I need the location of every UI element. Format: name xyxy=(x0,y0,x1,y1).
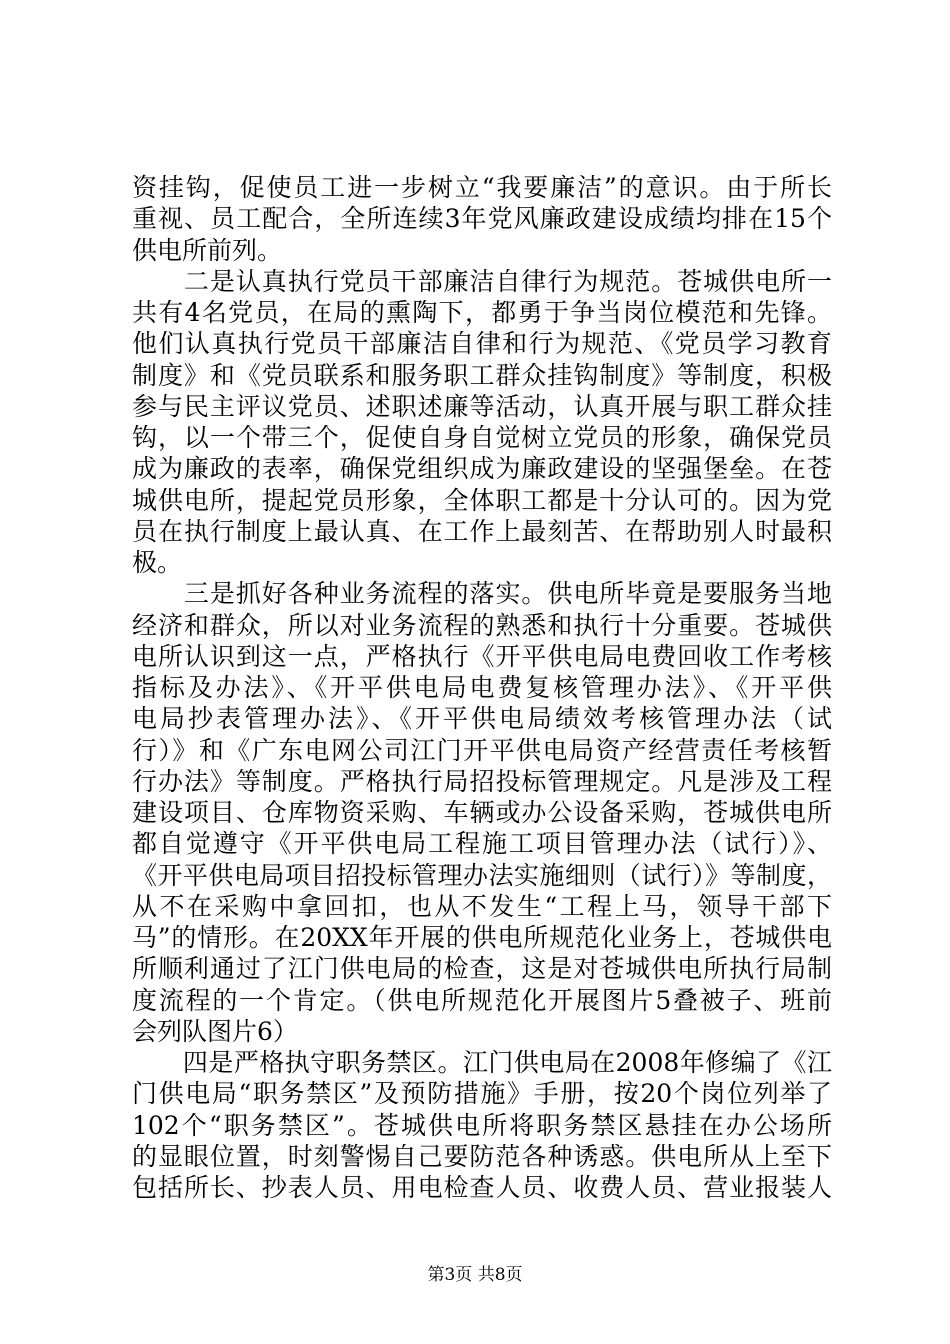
text-line: 从不在采购中拿回扣，也从不发生“工程上马，领导干部下 xyxy=(132,891,832,921)
text-line: 会列队图片6） xyxy=(132,1016,298,1046)
text-line: 建设项目、仓库物资采购、车辆或办公设备采购，苍城供电所 xyxy=(132,798,832,827)
text-line: 电所认识到这一点，严格执行《开平供电局电费回收工作考核 xyxy=(132,641,832,671)
text-line: 经济和群众，所以对业务流程的熟悉和执行十分重要。苍城供 xyxy=(132,610,832,640)
text-line: 四是严格执守职务禁区。江门供电局在2008年修编了《江 xyxy=(132,1048,832,1077)
text-line: 行）》和《广东电网公司江门开平供电局资产经营责任考核暂 xyxy=(132,735,832,765)
text-line: 马”的情形。在20XX年开展的供电所规范化业务上，苍城供电 xyxy=(132,923,832,952)
text-line: 城供电所，提起党员形象，全体职工都是十分认可的。因为党 xyxy=(132,485,832,515)
text-line: 重视、员工配合，全所连续3年党风廉政建设成绩均排在15个 xyxy=(132,204,832,234)
text-line: 共有4名党员，在局的熏陶下，都勇于争当岗位模范和先锋。 xyxy=(132,298,832,327)
text-line: 供电所前列。 xyxy=(132,235,283,265)
text-line: 参与民主评议党员、述职述廉等活动，认真开展与职工群众挂 xyxy=(132,391,832,421)
text-line: 二是认真执行党员干部廉洁自律行为规范。苍城供电所一 xyxy=(132,266,832,296)
text-line: 的显眼位置，时刻警惕自己要防范各种诱惑。供电所从上至下 xyxy=(132,1141,832,1171)
text-line: 电局抄表管理办法》、《开平供电局绩效考核管理办法（试 xyxy=(132,704,832,734)
text-line: 所顺利通过了江门供电局的检查，这是对苍城供电所执行局制 xyxy=(132,954,832,984)
text-line: 门供电局“职务禁区”及预防措施》手册，按20个岗位列举了 xyxy=(132,1079,832,1109)
text-line: 《开平供电局项目招投标管理办法实施细则（试行）》等制度， xyxy=(132,860,832,890)
text-line: 包括所长、抄表人员、用电检查人员、收费人员、营业报装人 xyxy=(132,1173,832,1202)
text-line: 三是抓好各种业务流程的落实。供电所毕竟是要服务当地 xyxy=(132,579,832,609)
text-line: 资挂钩，促使员工进一步树立“我要廉洁”的意识。由于所长 xyxy=(132,173,832,202)
text-line: 度流程的一个肯定。（供电所规范化开展图片5叠被子、班前 xyxy=(132,985,832,1015)
text-line: 极。 xyxy=(132,548,183,577)
text-line: 他们认真执行党员干部廉洁自律和行为规范、《党员学习教育 xyxy=(132,329,832,359)
text-line: 都自觉遵守《开平供电局工程施工项目管理办法（试行）》、 xyxy=(132,829,832,859)
text-line: 行办法》等制度。严格执行局招投标管理规定。凡是涉及工程 xyxy=(132,766,832,796)
text-line: 102个“职务禁区”。苍城供电所将职务禁区悬挂在办公场所 xyxy=(132,1110,832,1140)
text-line: 指标及办法》、《开平供电局电费复核管理办法》、《开平供 xyxy=(132,673,832,702)
text-line: 制度》和《党员联系和服务职工群众挂钩制度》等制度，积极 xyxy=(132,360,832,390)
page-footer: 第3页 共8页 xyxy=(427,1265,523,1285)
text-line: 钩，以一个带三个，促使自身自觉树立党员的形象，确保党员 xyxy=(132,423,832,452)
body-text xyxy=(132,172,832,1203)
text-line: 成为廉政的表率，确保党组织成为廉政建设的坚强堡垒。在苍 xyxy=(132,454,832,484)
text-line: 员在执行制度上最认真、在工作上最刻苦、在帮助别人时最积 xyxy=(132,516,832,546)
